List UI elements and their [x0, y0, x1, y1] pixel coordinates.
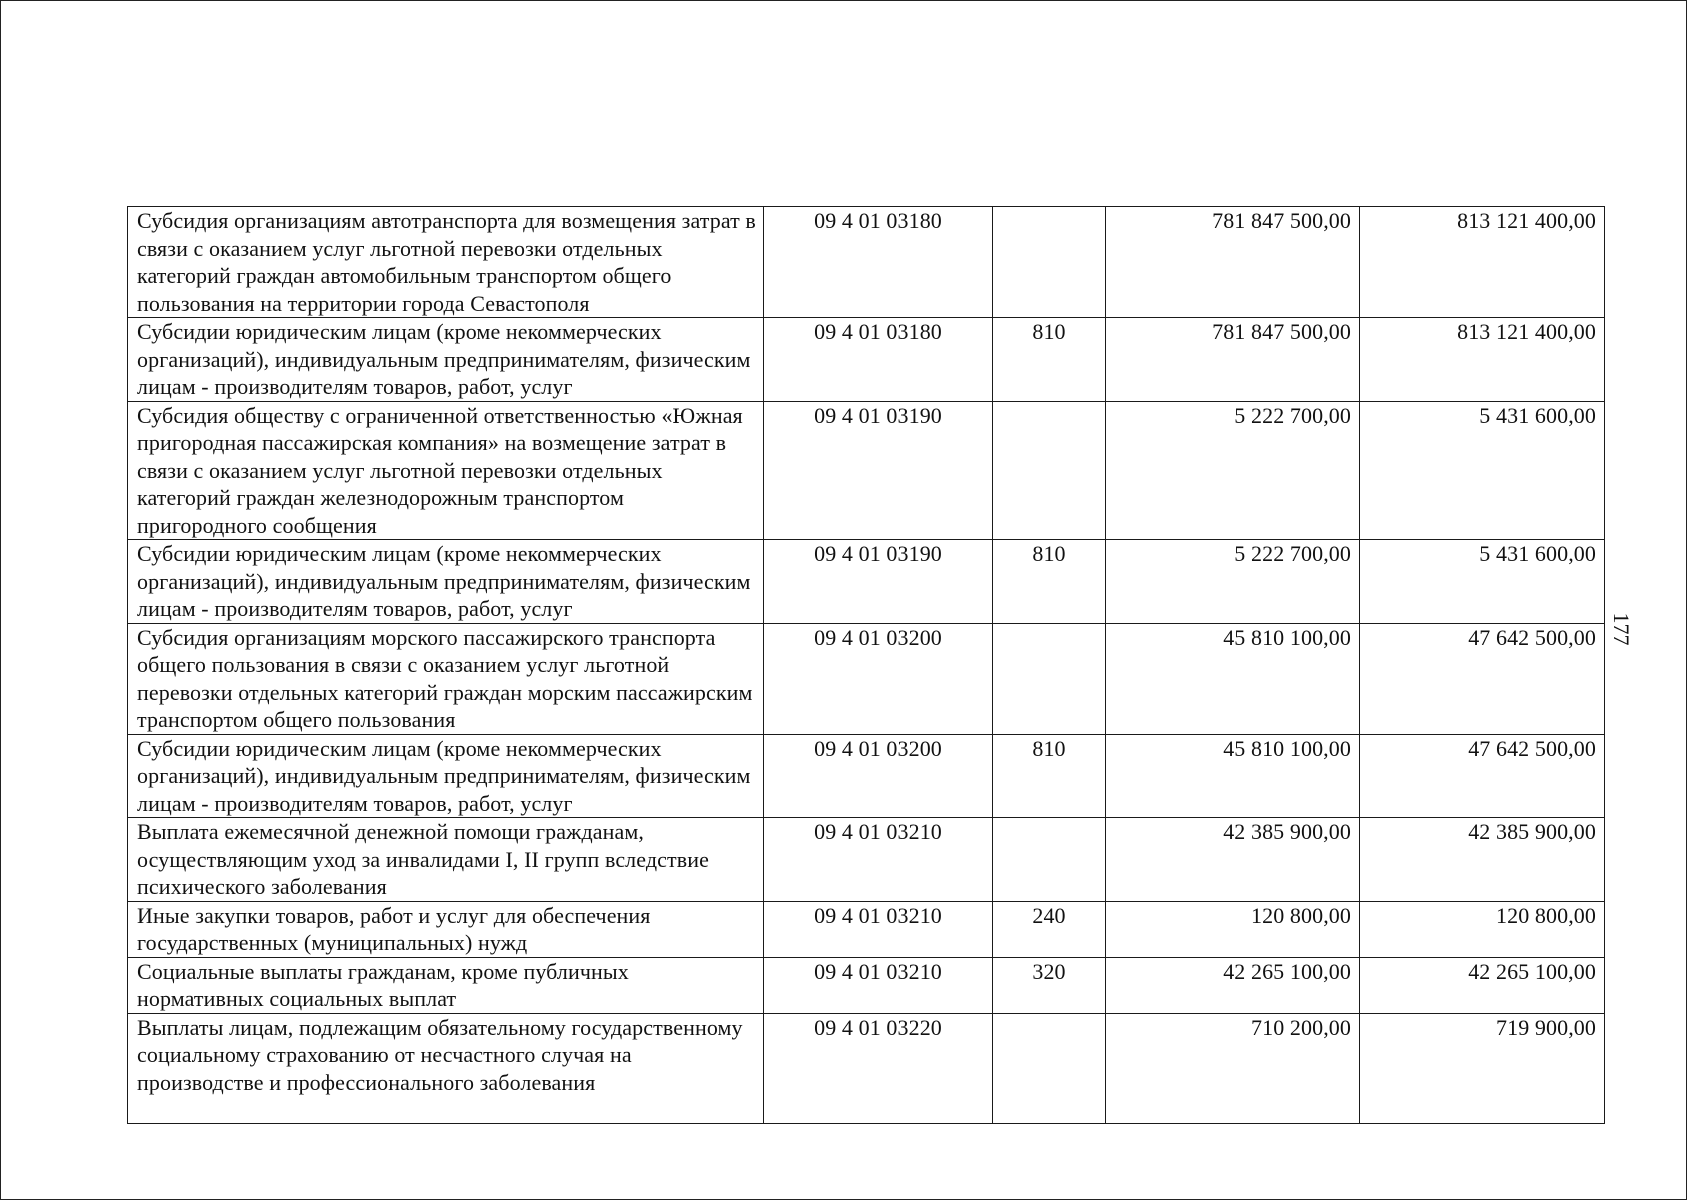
- target-code-cell: 09 4 01 03210: [764, 818, 993, 902]
- amount-year2-cell: 47 642 500,00: [1360, 734, 1605, 818]
- expense-name-cell: Субсидия обществу с ограниченной ответственностью «Южная пригородная пассажирская компания» на возмещение затрат в связи с оказанием услуг льготной перевозки отдельных категорий граждан железнодорожным транспортом пригородного сообщения: [128, 401, 764, 540]
- amount-year1-cell: 5 222 700,00: [1106, 401, 1360, 540]
- target-code-cell: 09 4 01 03180: [764, 207, 993, 318]
- target-code-cell: 09 4 01 03200: [764, 734, 993, 818]
- amount-year2-cell: 120 800,00: [1360, 901, 1605, 957]
- expense-name-cell: Выплата ежемесячной денежной помощи гражданам, осуществляющим уход за инвалидами I, II групп вследствие психического заболевания: [128, 818, 764, 902]
- target-code-cell: 09 4 01 03190: [764, 540, 993, 624]
- expense-type-cell: 810: [993, 540, 1106, 624]
- amount-year2-cell: 719 900,00: [1360, 1013, 1605, 1123]
- amount-year1-cell: 781 847 500,00: [1106, 318, 1360, 402]
- budget-table: [127, 206, 1605, 1124]
- table-row: [128, 957, 1605, 1013]
- table-row: [128, 1013, 1605, 1123]
- expense-name-cell: Субсидии юридическим лицам (кроме некоммерческих организаций), индивидуальным предпринимателям, физическим лицам - производителям товаров, работ, услуг: [128, 318, 764, 402]
- target-code-cell: 09 4 01 03220: [764, 1013, 993, 1123]
- expense-type-cell: 320: [993, 957, 1106, 1013]
- table-row: [128, 318, 1605, 402]
- table-row: [128, 207, 1605, 318]
- amount-year2-cell: 813 121 400,00: [1360, 207, 1605, 318]
- expense-type-cell: [993, 818, 1106, 902]
- expense-type-cell: [993, 207, 1106, 318]
- amount-year1-cell: 5 222 700,00: [1106, 540, 1360, 624]
- amount-year2-cell: 5 431 600,00: [1360, 401, 1605, 540]
- amount-year1-cell: 42 265 100,00: [1106, 957, 1360, 1013]
- amount-year1-cell: 42 385 900,00: [1106, 818, 1360, 902]
- table-row: [128, 734, 1605, 818]
- table-row: [128, 818, 1605, 902]
- expense-type-cell: [993, 401, 1106, 540]
- table-row: [128, 540, 1605, 624]
- target-code-cell: 09 4 01 03210: [764, 901, 993, 957]
- target-code-cell: 09 4 01 03180: [764, 318, 993, 402]
- expense-name-cell: Социальные выплаты гражданам, кроме публичных нормативных социальных выплат: [128, 957, 764, 1013]
- amount-year2-cell: 42 265 100,00: [1360, 957, 1605, 1013]
- page-number: 177: [1609, 612, 1634, 646]
- expense-type-cell: 810: [993, 734, 1106, 818]
- expense-name-cell: Выплаты лицам, подлежащим обязательному государственному социальному страхованию от несчастного случая на производстве и профессионального заболевания: [128, 1013, 764, 1123]
- amount-year2-cell: 42 385 900,00: [1360, 818, 1605, 902]
- amount-year1-cell: 45 810 100,00: [1106, 734, 1360, 818]
- expense-type-cell: [993, 623, 1106, 734]
- amount-year1-cell: 120 800,00: [1106, 901, 1360, 957]
- target-code-cell: 09 4 01 03200: [764, 623, 993, 734]
- table-row: [128, 401, 1605, 540]
- target-code-cell: 09 4 01 03190: [764, 401, 993, 540]
- expense-type-cell: [993, 1013, 1106, 1123]
- expense-name-cell: Иные закупки товаров, работ и услуг для обеспечения государственных (муниципальных) нужд: [128, 901, 764, 957]
- amount-year1-cell: 781 847 500,00: [1106, 207, 1360, 318]
- expense-name-cell: Субсидии юридическим лицам (кроме некоммерческих организаций), индивидуальным предпринимателям, физическим лицам - производителям товаров, работ, услуг: [128, 540, 764, 624]
- amount-year2-cell: 5 431 600,00: [1360, 540, 1605, 624]
- amount-year2-cell: 813 121 400,00: [1360, 318, 1605, 402]
- amount-year1-cell: 45 810 100,00: [1106, 623, 1360, 734]
- amount-year1-cell: 710 200,00: [1106, 1013, 1360, 1123]
- amount-year2-cell: 47 642 500,00: [1360, 623, 1605, 734]
- expense-name-cell: Субсидии юридическим лицам (кроме некоммерческих организаций), индивидуальным предпринимателям, физическим лицам - производителям товаров, работ, услуг: [128, 734, 764, 818]
- table-row: [128, 901, 1605, 957]
- expense-name-cell: Субсидия организациям автотранспорта для возмещения затрат в связи с оказанием услуг льготной перевозки отдельных категорий граждан автомобильным транспортом общего пользования на территории города Севастополя: [128, 207, 764, 318]
- expense-type-cell: 810: [993, 318, 1106, 402]
- table-row: [128, 623, 1605, 734]
- expense-name-cell: Субсидия организациям морского пассажирского транспорта общего пользования в связи с оказанием услуг льготной перевозки отдельных категорий граждан морским пассажирским транспортом общего пользования: [128, 623, 764, 734]
- expense-type-cell: 240: [993, 901, 1106, 957]
- target-code-cell: 09 4 01 03210: [764, 957, 993, 1013]
